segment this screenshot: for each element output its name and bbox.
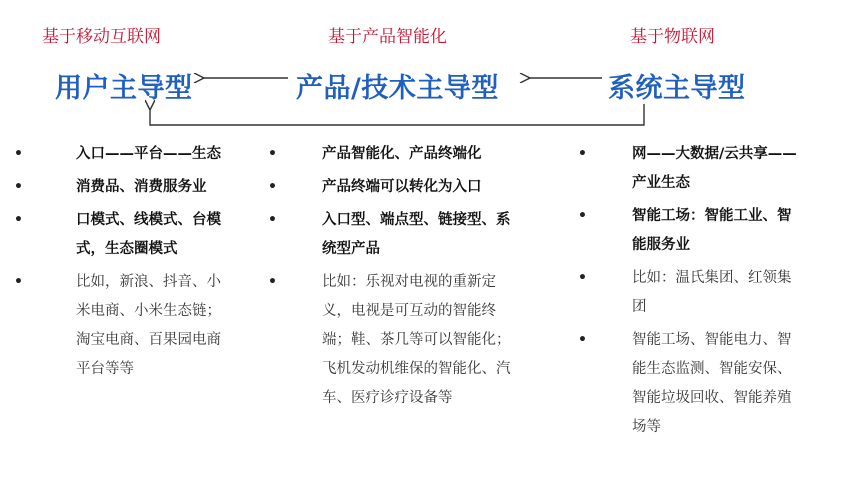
bullet-text: 比如：温氏集团、红领集团: [632, 270, 792, 315]
bullet-dot-icon: •: [578, 332, 587, 348]
bullet-text: 智能工场：智能工业、智能服务业: [632, 208, 792, 253]
bullet-dot-icon: •: [268, 146, 277, 162]
bullet-text: 产品智能化、产品终端化: [322, 146, 482, 162]
list-item: [0, 140, 802, 198]
list-item: [0, 326, 802, 442]
bullet-dot-icon: •: [578, 208, 587, 224]
list-item: [0, 264, 802, 322]
bullet-dot-icon: •: [578, 270, 587, 286]
arrow-system-to-user-loop: [150, 104, 644, 125]
bullet-dot-icon: •: [268, 212, 277, 228]
bullet-text: 口模式、线模式、台模式，生态圈模式: [76, 212, 221, 257]
title-product-tech-driven: 产品/技术主导型: [296, 73, 499, 104]
bullet-text: 比如：乐视对电视的重新定义，电视是可互动的智能终端；鞋、茶几等可以智能化；飞机发动机维保的智能化、汽车、医疗诊疗设备等: [322, 274, 511, 406]
bullet-dot-icon: •: [268, 179, 277, 195]
bullet-dot-icon: •: [14, 179, 23, 195]
bullet-text: 比如，新浪、抖音、小米电商、小米生态链；淘宝电商、百果园电商平台等等: [76, 274, 221, 377]
title-system-driven: 系统主导型: [608, 73, 746, 104]
bullet-dot-icon: •: [14, 212, 23, 228]
bullet-dot-icon: •: [268, 274, 277, 290]
bullet-text: 入口——平台——生态: [76, 146, 221, 162]
bullet-text: 网——大数据/云共享——产业生态: [632, 146, 797, 191]
bullet-dot-icon: •: [14, 146, 23, 162]
title-user-driven: 用户主导型: [55, 73, 193, 104]
bullet-text: 消费品、消费服务业: [76, 179, 207, 195]
column-system-driven: [0, 140, 802, 442]
bullet-dot-icon: •: [578, 146, 587, 162]
list-item: [0, 202, 802, 260]
subtitle-product-intelligence: 基于产品智能化: [328, 27, 447, 47]
bullet-text: 产品终端可以转化为入口: [322, 179, 482, 195]
bullet-text: 入口型、端点型、链接型、系统型产品: [322, 212, 511, 257]
subtitle-iot: 基于物联网: [630, 27, 715, 47]
bullet-dot-icon: •: [14, 274, 23, 290]
subtitle-mobile-internet: 基于移动互联网: [42, 27, 161, 47]
bullet-text: 智能工场、智能电力、智能生态监测、智能安保、智能垃圾回收、智能养殖场等: [632, 332, 792, 435]
